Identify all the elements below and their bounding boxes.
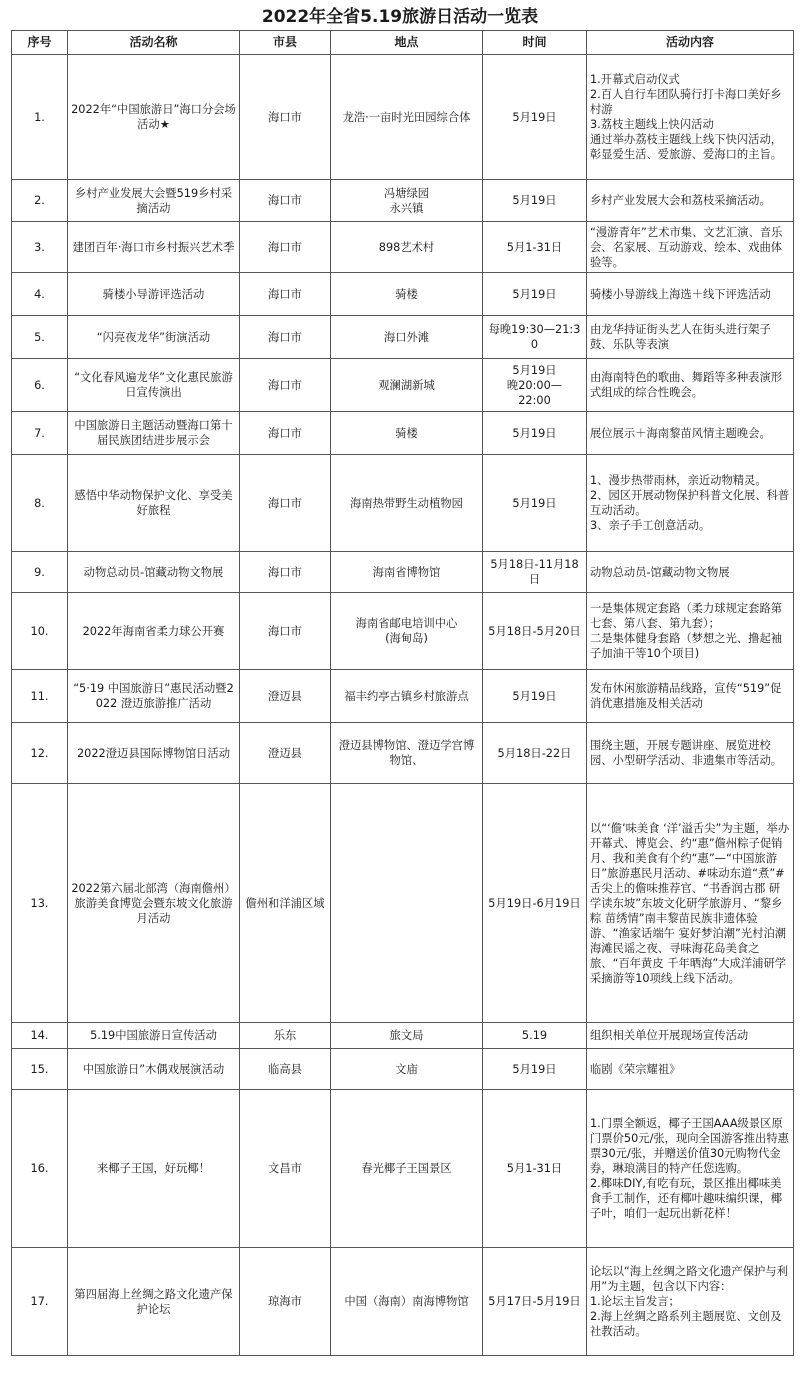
cell-time: 5月1-31日: [483, 222, 587, 273]
cell-activity-name: 骑楼小导游评选活动: [68, 273, 240, 316]
cell-activity-name: 动物总动员-馆藏动物文物展: [68, 552, 240, 593]
cell-location: 春光椰子王国景区: [331, 1090, 483, 1248]
cell-location: 骑楼: [331, 412, 483, 455]
cell-county: 海口市: [240, 273, 331, 316]
cell-number: 10.: [12, 593, 68, 670]
table-row: [12, 1049, 794, 1090]
cell-location: 海南热带野生动植物园: [331, 455, 483, 552]
cell-activity-name: 中国旅游日”木偶戏展演活动: [68, 1049, 240, 1090]
table-row: [12, 180, 794, 222]
activity-schedule-table: [11, 30, 794, 1356]
cell-time: 5月19日: [483, 412, 587, 455]
cell-time: 5月19日: [483, 55, 587, 180]
cell-content: 临剧《荣宗耀祖》: [587, 1049, 794, 1090]
cell-county: 海口市: [240, 455, 331, 552]
cell-location: 中国（海南）南海博物馆: [331, 1248, 483, 1356]
cell-number: 15.: [12, 1049, 68, 1090]
cell-number: 8.: [12, 455, 68, 552]
cell-number: 3.: [12, 222, 68, 273]
cell-number: 2.: [12, 180, 68, 222]
table-row: [12, 222, 794, 273]
cell-content: “漫游青年”艺术市集、文艺汇演、音乐会、名家展、互动游戏、绘本、戏曲体验等。: [587, 222, 794, 273]
cell-number: 7.: [12, 412, 68, 455]
cell-activity-name: 第四届海上丝绸之路文化遗产保护论坛: [68, 1248, 240, 1356]
cell-location: 澄迈县博物馆、澄迈学宫博物馆、: [331, 723, 483, 784]
cell-content: 由龙华持证街头艺人在街头进行架子鼓、乐队等表演: [587, 316, 794, 359]
cell-activity-name: 乡村产业发展大会暨519乡村采摘活动: [68, 180, 240, 222]
cell-activity-name: 5.19中国旅游日宣传活动: [68, 1023, 240, 1049]
cell-activity-name: “文化春风遍龙华”文化惠民旅游日宣传演出: [68, 359, 240, 412]
table-row: [12, 552, 794, 593]
cell-location: 冯塘绿园 永兴镇: [331, 180, 483, 222]
cell-content: 动物总动员-馆藏动物文物展: [587, 552, 794, 593]
cell-number: 9.: [12, 552, 68, 593]
cell-number: 4.: [12, 273, 68, 316]
cell-county: 儋州和洋浦区域: [240, 784, 331, 1023]
table-row: [12, 784, 794, 1023]
cell-location: 海南省博物馆: [331, 552, 483, 593]
table-row: [12, 412, 794, 455]
cell-activity-name: 建团百年·海口市乡村振兴艺术季: [68, 222, 240, 273]
cell-location: 骑楼: [331, 273, 483, 316]
cell-location: [331, 784, 483, 1023]
cell-number: 11.: [12, 670, 68, 723]
cell-activity-name: 感悟中华动物保护文化、享受美好旅程: [68, 455, 240, 552]
cell-number: 17.: [12, 1248, 68, 1356]
cell-time: 5月18日-11月18日: [483, 552, 587, 593]
table-row: [12, 55, 794, 180]
cell-content: 乡村产业发展大会和荔枝采摘活动。: [587, 180, 794, 222]
cell-location: 旅文局: [331, 1023, 483, 1049]
cell-content: 一是集体规定套路（柔力球规定套路第七套、第八套、第九套）； 二是集体健身套路（梦想之光、撸起袖子加油干等10个项目): [587, 593, 794, 670]
cell-content: 1.门票全额返，椰子王国AAA级景区原门票价50元/张，现向全国游客推出特惠票30元/张，并赠送价值30元购物代金券，琳琅满目的特产任您选购。 2.椰味DIY,有吃有玩，景区推出椰味美食手工制作，还有椰叶趣味编织课，椰子叶，咱们一起玩出新花样！: [587, 1090, 794, 1248]
cell-county: 澄迈县: [240, 723, 331, 784]
cell-county: 琼海市: [240, 1248, 331, 1356]
column-header-number: 序号: [12, 31, 68, 55]
cell-county: 澄迈县: [240, 670, 331, 723]
column-header-activity-name: 活动名称: [68, 31, 240, 55]
cell-content: 组织相关单位开展现场宣传活动: [587, 1023, 794, 1049]
table-header-row: [12, 31, 794, 55]
cell-time: 5月18日-5月20日: [483, 593, 587, 670]
cell-time: 5月1-31日: [483, 1090, 587, 1248]
cell-activity-name: “闪亮夜龙华”街演活动: [68, 316, 240, 359]
cell-location: 龙浩·一亩时光田园综合体: [331, 55, 483, 180]
cell-time: 每晚19:30—21:30: [483, 316, 587, 359]
cell-location: 福丰约亭古镇乡村旅游点: [331, 670, 483, 723]
cell-time: 5.19: [483, 1023, 587, 1049]
table-row: [12, 1248, 794, 1356]
table-row: [12, 1023, 794, 1049]
cell-time: 5月19日: [483, 1049, 587, 1090]
cell-content: 骑楼小导游线上海选＋线下评选活动: [587, 273, 794, 316]
column-header-location: 地点: [331, 31, 483, 55]
cell-location: 文庙: [331, 1049, 483, 1090]
cell-activity-name: 2022年海南省柔力球公开赛: [68, 593, 240, 670]
cell-number: 14.: [12, 1023, 68, 1049]
cell-location: 观澜湖新城: [331, 359, 483, 412]
cell-number: 6.: [12, 359, 68, 412]
cell-county: 乐东: [240, 1023, 331, 1049]
cell-time: 5月19日 晚20:00— 22:00: [483, 359, 587, 412]
cell-time: 5月19日: [483, 273, 587, 316]
table-row: [12, 316, 794, 359]
cell-county: 临高县: [240, 1049, 331, 1090]
cell-location: 海口外滩: [331, 316, 483, 359]
cell-activity-name: “5·19 中国旅游日”惠民活动暨2022 澄迈旅游推广活动: [68, 670, 240, 723]
cell-time: 5月19日: [483, 180, 587, 222]
cell-activity-name: 2022澄迈县国际博物馆日活动: [68, 723, 240, 784]
cell-location: 海南省邮电培训中心 (海甸岛): [331, 593, 483, 670]
cell-time: 5月19日: [483, 455, 587, 552]
column-header-content: 活动内容: [587, 31, 794, 55]
cell-content: 发布休闲旅游精品线路，宣传“519”促消优惠措施及相关活动: [587, 670, 794, 723]
cell-content: 以“‘儋’味美食 ‘洋’溢舌尖”为主题，举办开幕式、博览会、约“惠”儋州粽子促销月、我和美食有个约“惠”—“中国旅游日”旅游惠民月活动、#味动东道“煮”# 舌尖上的儋味推荐官、“书香润古郡 研学读东坡”东坡文化研学旅游月、“黎乡粽 苗绣情”南丰黎苗民族非遗体验游、“渔家话端午 宴好梦泊潮”光村泊潮海滩民谣之夜、寻味海花岛美食之旅、“百年黄皮 千年晒海”大成洋浦研学采摘游等10项线上线下活动。: [587, 784, 794, 1023]
cell-county: 文昌市: [240, 1090, 331, 1248]
cell-number: 5.: [12, 316, 68, 359]
cell-content: 围绕主题，开展专题讲座、展览进校园、小型研学活动、非遗集市等活动。: [587, 723, 794, 784]
cell-county: 海口市: [240, 412, 331, 455]
cell-county: 海口市: [240, 316, 331, 359]
cell-activity-name: 中国旅游日主题活动暨海口第十届民族团结进步展示会: [68, 412, 240, 455]
table-row: [12, 1090, 794, 1248]
cell-county: 海口市: [240, 180, 331, 222]
table-row: [12, 359, 794, 412]
cell-number: 16.: [12, 1090, 68, 1248]
table-row: [12, 593, 794, 670]
cell-time: 5月17日-5月19日: [483, 1248, 587, 1356]
table-row: [12, 273, 794, 316]
cell-activity-name: 来椰子王国，好玩椰！: [68, 1090, 240, 1248]
cell-county: 海口市: [240, 359, 331, 412]
cell-county: 海口市: [240, 593, 331, 670]
cell-activity-name: 2022年“中国旅游日”海口分会场活动★: [68, 55, 240, 180]
column-header-time: 时间: [483, 31, 587, 55]
table-row: [12, 723, 794, 784]
cell-time: 5月19日-6月19日: [483, 784, 587, 1023]
cell-county: 海口市: [240, 55, 331, 180]
cell-number: 12.: [12, 723, 68, 784]
cell-content: 论坛以“海上丝绸之路文化遗产保护与利用”为主题，包含以下内容： 1.论坛主旨发言； 2.海上丝绸之路系列主题展览、文创及社教活动。: [587, 1248, 794, 1356]
cell-time: 5月19日: [483, 670, 587, 723]
table-row: [12, 455, 794, 552]
column-header-county: 市县: [240, 31, 331, 55]
cell-content: 1、漫步热带雨林，亲近动物精灵。 2、园区开展动物保护科普文化展、科普互动活动。 3、亲子手工创意活动。: [587, 455, 794, 552]
table-row: [12, 670, 794, 723]
cell-time: 5月18日-22日: [483, 723, 587, 784]
cell-county: 海口市: [240, 552, 331, 593]
cell-content: 由海南特色的歌曲、舞蹈等多种表演形式组成的综合性晚会。: [587, 359, 794, 412]
cell-content: 展位展示＋海南黎苗风情主题晚会。: [587, 412, 794, 455]
cell-county: 海口市: [240, 222, 331, 273]
table-body: [12, 55, 794, 1356]
cell-activity-name: 2022第六届北部湾（海南儋州）旅游美食博览会暨东坡文化旅游月活动: [68, 784, 240, 1023]
document-title: 2022年全省5.19旅游日活动一览表: [261, 7, 539, 27]
cell-number: 1.: [12, 55, 68, 180]
cell-location: 898艺术村: [331, 222, 483, 273]
cell-content: 1.开幕式启动仪式 2.百人自行车团队骑行打卡海口美好乡村游 3.荔枝主题线上快闪活动 通过举办荔枝主题线上线下快闪活动，彰显爱生活、爱旅游、爱海口的主旨。: [587, 55, 794, 180]
cell-number: 13.: [12, 784, 68, 1023]
